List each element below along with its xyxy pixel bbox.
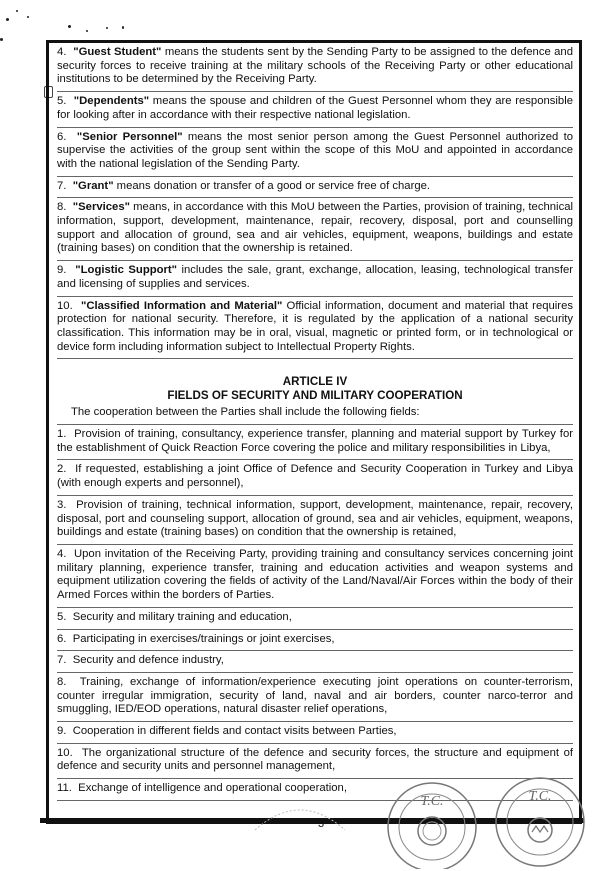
definition-text: means the students sent by the Sending Party to be assigned to the defence and security forces to receive training at the military schools of the Receiving Party or other educational institutions to be determined by the Receiving Party. <box>57 46 573 86</box>
field-number: 10. <box>57 746 82 759</box>
defined-term: "Logistic Support" <box>75 264 178 277</box>
field-item <box>57 545 573 608</box>
article-title: FIELDS OF SECURITY AND MILITARY COOPERATION <box>167 389 463 403</box>
field-text: Provision of training, consultancy, experience transfer, planning and material support by Turkey for the establishment of Quick Reaction Force covering the police and military responsibilities in Libya, <box>57 428 573 454</box>
field-item <box>57 673 573 722</box>
definition-item <box>57 297 573 360</box>
definition-item <box>57 92 573 127</box>
definition-item <box>57 198 573 261</box>
field-item <box>57 722 573 744</box>
field-text: Security and defence industry, <box>72 654 224 667</box>
field-text: Participating in exercises/trainings or joint exercises, <box>72 632 335 645</box>
definition-text: means donation or transfer of a good or service free of charge. <box>113 179 431 192</box>
definition-text: includes the sale, grant, exchange, allocation, leasing, technological transfer and licensing of supplies and services. <box>57 264 574 290</box>
definition-text: means, in accordance with this MoU between the Parties, provision of training, technical information, support, development, maintenance, repair, recovery, disposal, port and counselling support and allocation of ground, sea and air vehicles, equipment, weapons, buildings and estate (training bases) on condition that the ownership is retained. <box>57 201 574 255</box>
field-text: Provision of training, technical information, support, development, maintenance, repair, recovery, disposal, port and counseling support, allocation of ground, sea and air vehicles, equipment, weapons, buildings and estate (training bases) on condition that the ownership is retained, <box>57 498 573 539</box>
stamp-left-text: T.C. <box>420 794 444 809</box>
defined-term: "Grant" <box>72 179 114 192</box>
field-text: If requested, establishing a joint Office of Defence and Security Cooperation in Turkey and Libya (with enough experts and personnel), <box>57 463 573 490</box>
field-item <box>57 608 573 630</box>
definition-item <box>57 177 573 199</box>
document-body <box>49 43 579 801</box>
field-item <box>57 425 573 460</box>
definition-text: means the most senior person among the Guest Personnel authorized to supervise the activities of the group sent within the scope of this MoU and appointed in accordance with the national legislation of the Sending Party. <box>57 130 573 170</box>
field-number: 2. <box>57 463 76 476</box>
definition-number: 10. <box>57 299 81 312</box>
fields-list <box>57 425 573 801</box>
definition-number: 5. <box>57 95 74 108</box>
official-stamp-right <box>484 772 594 868</box>
defined-term: "Dependents" <box>73 95 150 108</box>
stamp-right-text: T.C. <box>528 789 552 804</box>
defined-term: "Classified Information and Material" <box>80 299 283 312</box>
faint-stamp <box>250 795 350 835</box>
definition-item <box>57 261 573 296</box>
page-number: 3 <box>318 818 325 830</box>
article-heading <box>57 359 573 403</box>
definition-number: 8. <box>57 201 73 214</box>
field-number: 4. <box>57 547 74 560</box>
article-intro: The cooperation between the Parties shall include the following fields: <box>57 403 573 425</box>
definitions-list <box>57 43 573 359</box>
field-text: Exchange of intelligence and operational cooperation, <box>78 782 347 795</box>
field-number: 8. <box>57 675 80 688</box>
field-text: Security and military training and education, <box>72 610 292 623</box>
definition-number: 9. <box>57 264 76 277</box>
definition-number: 7. <box>57 179 73 192</box>
field-number: 11. <box>57 782 79 795</box>
field-item <box>57 496 573 545</box>
definition-number: 4. <box>57 46 74 58</box>
field-number: 5. <box>57 610 73 623</box>
field-number: 9. <box>57 725 73 738</box>
article-number: ARTICLE IV <box>282 375 348 389</box>
field-text: Upon invitation of the Receiving Party, providing training and consultancy services concerning joint military planning, experience transfer, training and education activities and weapon systems and equipment utilization covering the fields of activity of the Land/Naval/Air Forces within the body of their Armed Forces within the borders of Parties. <box>57 547 573 602</box>
field-text: The organizational structure of the defence and security forces, the structure and equipment of defence and security units and personnel management, <box>57 746 573 773</box>
field-text: Cooperation in different fields and contact visits between Parties, <box>72 725 397 738</box>
official-stamp-left <box>378 775 486 869</box>
defined-term: "Services" <box>72 201 130 214</box>
field-number: 1. <box>57 428 75 441</box>
definition-item <box>57 43 573 92</box>
field-number: 7. <box>57 654 73 667</box>
definition-item <box>57 128 573 177</box>
field-text: Training, exchange of information/experience executing joint operations on counter-terrorism, counter irregular immigration, security of land, naval and air borders, counter narco-terror and smuggling, IED/EOD operations, natural disaster relief operations, <box>57 675 573 716</box>
field-number: 6. <box>57 632 73 645</box>
field-item <box>57 630 573 652</box>
document-frame <box>46 40 582 824</box>
field-item <box>57 651 573 673</box>
defined-term: "Senior Personnel" <box>76 130 183 143</box>
defined-term: "Guest Student" <box>73 46 162 58</box>
field-item <box>57 460 573 495</box>
definition-text: means the spouse and children of the Guest Personnel whom they are responsible for looking after in accordance with their respective national legislation. <box>57 95 573 121</box>
definition-number: 6. <box>57 130 77 143</box>
field-number: 3. <box>57 498 77 511</box>
definition-text: Official information, document and material that requires protection for national security. Therefore, it is regulated by the application of a national security classification. This information may be in oral, visual, magnetic or printed form, or in technological or device form including information subject to Intellectual Property Rights. <box>57 299 573 353</box>
